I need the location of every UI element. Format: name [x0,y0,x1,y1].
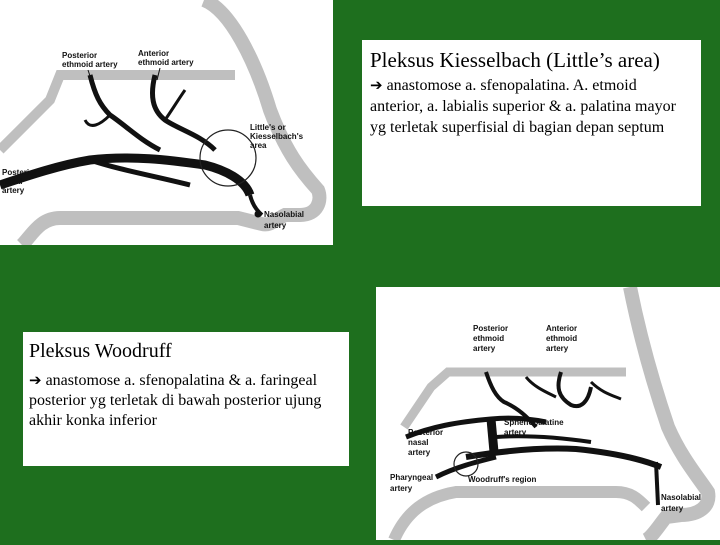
sphenopalatine-vessel [491,419,494,452]
kiesselbach-diagram [0,0,333,245]
anterior-ethmoid-label: Anterior ethmoid artery [546,324,578,353]
woodruff-description [29,370,343,431]
kiesselbach-diagram-svg [0,0,333,245]
pharyngeal-label: Pharyngeal artery [390,473,434,493]
anterior-ethmoid-vessel [152,75,215,150]
right-arrow-icon: ➔ [370,76,383,94]
sphenopalatine-branch [496,436,591,442]
ethmoid-branch [591,382,621,399]
pharyngeal-vessel [436,457,496,477]
ethmoid-branch [165,90,185,120]
nasolabial-dot [255,211,262,218]
sphenopalatine-label: Sphenopalatine artery [504,418,564,437]
posterior-ethmoid-vessel [90,75,160,150]
woodruff-diagram [376,287,720,540]
littles-area-label: Little's or Kiesselbach's area [250,123,304,150]
kiesselbach-textbox [362,40,701,206]
nasolabial-label: Nasolabial artery [661,493,702,513]
posterior-nasal-label: Posterior nasal artery [2,168,38,195]
ethmoid-branch [526,377,556,397]
anterior-ethmoid-label: Anterior ethmoid artery [138,49,194,67]
right-arrow-icon: ➔ [29,371,42,389]
kiesselbach-description [370,75,693,138]
kiesselbach-body: anastomose a. sfenopalatina. A. etmoid anterior, a. labialis superior & a. palatina mayor yg terletak superfisial di bagian depan septum [370,77,676,136]
kiesselbach-title: Pleksus Kiesselbach (Little’s area) [370,48,660,72]
palate-outline [394,492,646,540]
ethmoid-branch [85,115,110,125]
woodruffs-region-label: Woodruff's region [468,475,537,484]
woodruff-textbox [23,332,349,466]
woodruff-title: Pleksus Woodruff [29,340,172,362]
posterior-ethmoid-label: Posterior ethmoid artery [62,51,118,69]
posterior-nasal-label: Posterior nasal artery [408,428,444,457]
woodruff-body: anastomose a. sfenopalatina & a. faringeal posterior yg terletak di bawah posterior ujung akhir konka inferior [29,372,322,429]
posterior-ethmoid-label: Posterior ethmoid artery [473,324,509,353]
woodruff-diagram-svg [376,287,720,540]
anterior-ethmoid-vessel [558,372,591,406]
nasolabial-label: Nasolabial artery [264,210,305,230]
nasolabial-vessel [656,462,658,505]
